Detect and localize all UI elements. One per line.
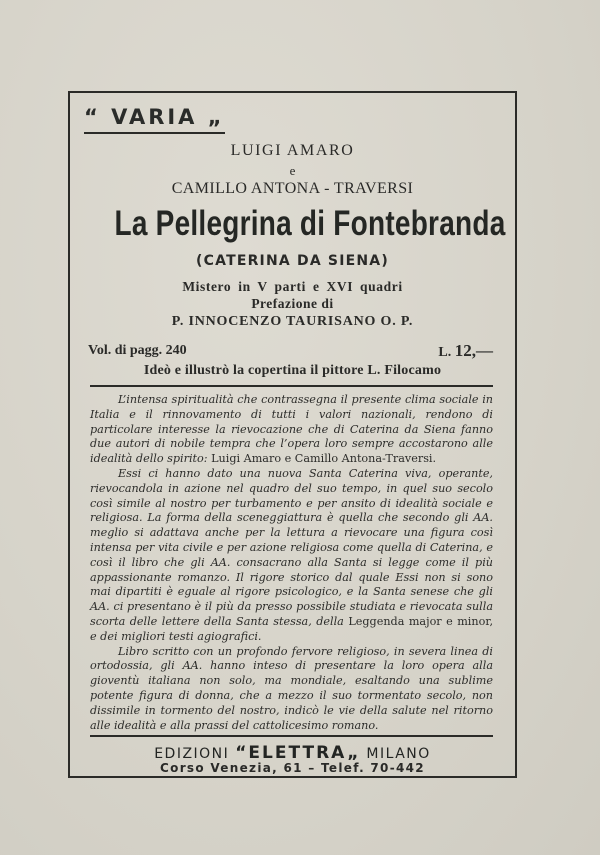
author-second: CAMILLO ANTONA - TRAVERSI	[171, 180, 414, 197]
book-title: La Pellegrina di Fontebranda	[114, 204, 506, 243]
paragraph-text: L’intensa spiritualità che contrassegna il presente clima sociale in Italia e il rinnovamento di tutti i valori nazionali, rendono di particolare interesse la rievocazione che di Caterina da Siena fanno due autori di nobile tempra che l’opera loro sempre accostarono alle idealità dello spirito:	[90, 393, 493, 466]
cover-credit: Ideò e illustrò la copertina il pittore L. Filocamo	[143, 363, 442, 378]
paragraph-text: Libro scritto con un profondo fervore religioso, in severa linea di ortodossia, gli AA. hanno inteso di presentare la loro opera alla gioventù italiana non solo, ma mondiale, esaltando una sublime potente figura di donna, che a mezzo il suo tormentato secolo, non dissimile in tormento del nostro, indicò le vie della salute nel ritorno alle idealità e alla prassi del cattolicesimo romano.	[90, 644, 493, 732]
description-text	[90, 393, 493, 733]
series-label: “ VARIA „	[84, 105, 225, 134]
description-paragraph	[90, 645, 493, 734]
preface-label: Prefazione di	[251, 296, 334, 311]
paragraph-legend-title: Leggenda major e minor,	[348, 614, 493, 628]
publisher-city: MILANO	[366, 746, 431, 762]
publisher-line	[70, 743, 515, 763]
paragraph-text: Essi ci hanno dato una nuova Santa Caterina viva, operante, rievocandola in azione nel quadro del suo tempo, in quel suo secolo così simile al nostro per turbamento e per ansito di idealità sociale e religiosa. La forma della sceneggiattura è quella che secondo gli AA. meglio si adattava anche per la lettura a rievocare una figura così intensa per vita civile e per azione religiosa come quella di Caterina, e così il libro che gli AA. consacrano alla Santa si legge come il più appassionante romanzo. Il rigore storico dal quale Essi non si sono mai dipartiti è eguale al rigore psicologico, e la Santa senese che gli AA. ci presentano è il più da presso possibile studiata e rievocata sulla scorta delle lettere della Santa stessa, della	[90, 466, 493, 628]
divider-bottom	[90, 735, 493, 737]
description-paragraph	[90, 467, 493, 645]
advertisement-frame	[68, 91, 517, 778]
paragraph-authors: Luigi Amaro e Camillo Antona-Traversi.	[211, 452, 437, 466]
preface-author: P. INNOCENZO TAURISANO O. P.	[171, 314, 414, 329]
description-paragraph	[90, 393, 493, 467]
book-genre: Mistero in V parti e XVI quadri	[182, 279, 403, 294]
publisher-prefix: EDIZIONI	[154, 746, 230, 762]
author-first: LUIGI AMARO	[230, 142, 355, 159]
publisher-name: “ELETTRA„	[235, 743, 361, 763]
volume-pages: Vol. di pagg. 240	[88, 343, 187, 358]
price-amount: 12,—	[454, 341, 493, 360]
divider-top	[90, 385, 493, 387]
price	[438, 341, 493, 361]
book-subtitle: (CATERINA DA SIENA)	[196, 253, 389, 269]
author-conjunction: e	[289, 163, 296, 178]
paragraph-text-tail: e dei migliori testi agiografici.	[90, 629, 262, 643]
publisher-address: Corso Venezia, 61 – Telef. 70-442	[160, 761, 425, 775]
price-prefix: L.	[438, 345, 452, 360]
